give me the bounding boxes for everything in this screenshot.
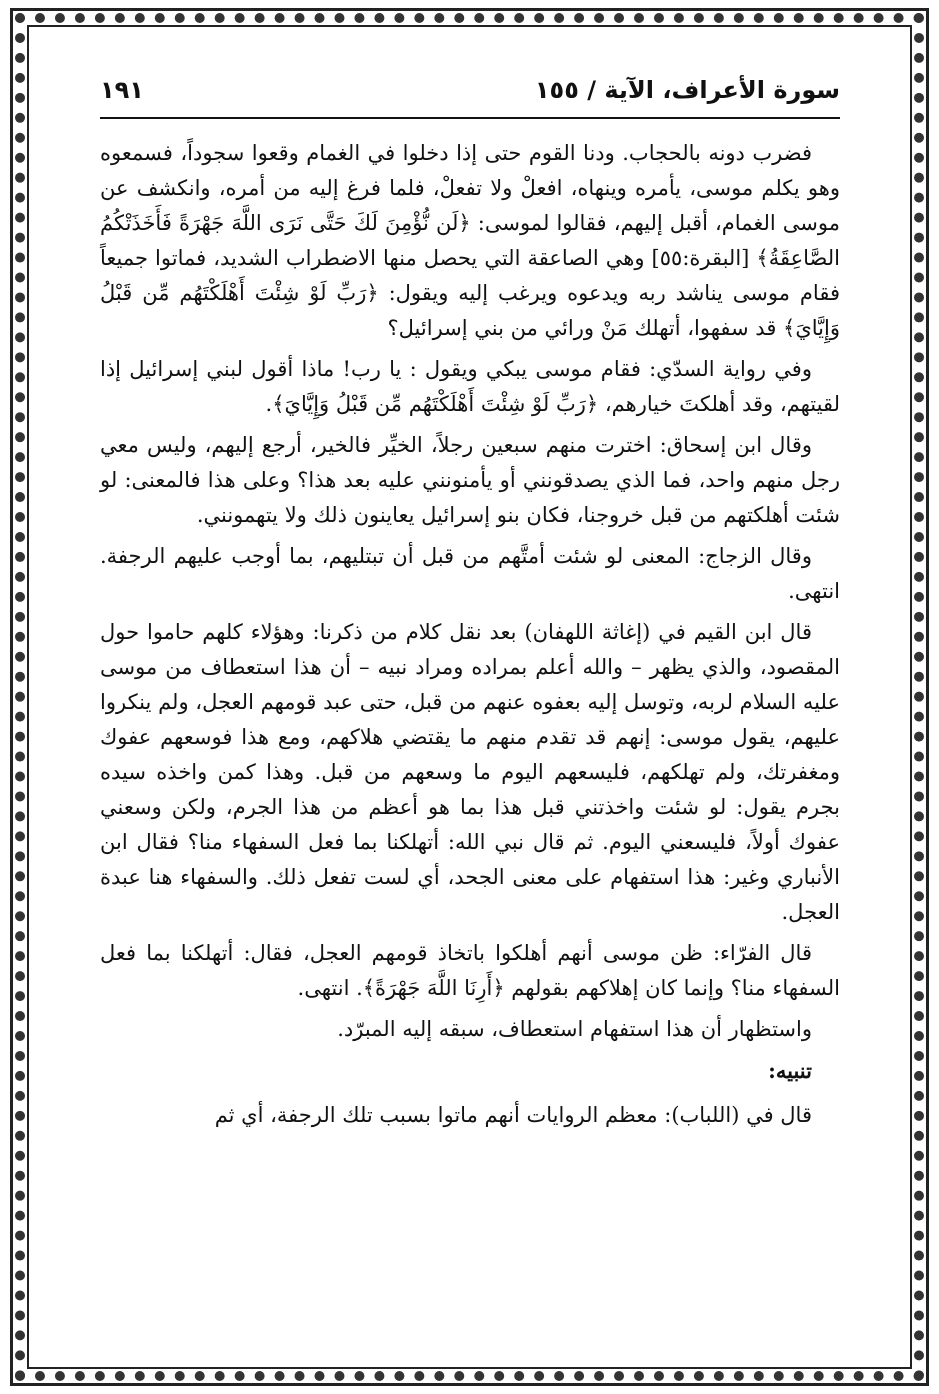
note-heading: تنبيه: <box>768 1058 812 1083</box>
paragraph: واستظهار أن هذا استفهام استعطاف، سبقه إليه المبرّد. <box>337 1017 812 1041</box>
paragraph: وقال الزجاج: المعنى لو شئت أمتَّهم من قبل أن تبتليهم، بما أوجب عليهم الرجفة. انتهى. <box>100 544 840 603</box>
page-number: ١٩١ <box>100 76 144 104</box>
running-header <box>100 70 840 114</box>
header-rule <box>100 117 840 119</box>
paragraph: قال ابن القيم في (إغاثة اللهفان) بعد نقل كلام من ذكرنا: وهؤلاء كلهم حاموا حول المقصود، والذي يظهر – والله أعلم بمراده ومراد نبيه – أن هذا استعطاف من موسى عليه السلام لربه، وتوسل إليه بعفوه عنهم من قبل، حتى عبد قومهم العجل، ولم ينكروا عليهم، يقول موسى: إنهم قد تقدم منهم ما يقتضي هلاكهم، ومع هذا فوسعهم عفوك ومغفرتك، ولم تهلكهم، فليسعهم اليوم ما وسعهم من قبل. وهذا كمن واخذه سيده بجرم يقول: لو شئت واخذتني قبل هذا بما هو أعظم من هذا الجرم، ولكن وسعني عفوك أولاً، فليسعني اليوم. ثم قال نبي الله: أتهلكنا بما فعل السفهاء منا؟ فقال ابن الأنباري وغير: هذا استفهام على معنى الجحد، أي لست تفعل ذلك. والسفهاء هنا عبدة العجل. <box>100 620 840 924</box>
paragraph: وفي رواية السدّي: فقام موسى يبكي ويقول : يا رب! ماذا أقول لبني إسرائيل إذا لقيتهم، وقد أهلكتَ خيارهم، ﴿رَبِّ لَوْ شِئْتَ أَهْلَكْتَهُم مِّن قَبْلُ وَإِيَّايَ﴾. <box>100 357 840 416</box>
page-body <box>100 136 840 1133</box>
paragraph-last: قال في (اللباب): معظم الروايات أنهم ماتوا بسبب تلك الرجفة، أي ثم <box>214 1103 812 1127</box>
paragraph: فضرب دونه بالحجاب. ودنا القوم حتى إذا دخلوا في الغمام وقعوا سجوداً، فسمعوه وهو يكلم موسى، يأمره وينهاه، افعلْ ولا تفعلْ، فلما فرغ إليه من أمره، وانكشف عن موسى الغمام، أقبل إليهم، فقالوا لموسى: ﴿لَن نُّؤْمِنَ لَكَ حَتَّى نَرَى اللَّهَ جَهْرَةً فَأَخَذَتْكُمُ الصَّاعِقَةُ﴾ [البقرة:٥٥] وهي الصاعقة التي يحصل منها الاضطراب الشديد، فماتوا جميعاً فقام موسى يناشد ربه ويدعوه ويرغب إليه ويقول: ﴿رَبِّ لَوْ شِئْتَ أَهْلَكْتَهُم مِّن قَبْلُ وَإِيَّايَ﴾ قد سفهوا، أتهلك مَنْ ورائي من بني إسرائيل؟ <box>100 141 840 340</box>
paragraph: قال الفرّاء: ظن موسى أنهم أهلكوا باتخاذ قومهم العجل، فقال: أتهلكنا بما فعل السفهاء منا؟ وإنما كان إهلاكهم بقولهم ﴿أَرِنَا اللَّهَ جَهْرَةً﴾. انتهى. <box>100 941 840 1000</box>
header-title: سورة الأعراف، الآية / ١٥٥ <box>534 76 840 104</box>
paragraph: وقال ابن إسحاق: اخترت منهم سبعين رجلاً، الخيِّر فالخير، أرجع إليهم، وليس معي رجل منهم واحد، فما الذي يصدقونني أو يأمنونني عليه بعد هذا؟ وعلى هذا فالمعنى: لو شئت أهلكتهم من قبل خروجنا، فكان بنو إسرائيل يعاينون ذلك ولا يتهمونني. <box>100 433 840 527</box>
